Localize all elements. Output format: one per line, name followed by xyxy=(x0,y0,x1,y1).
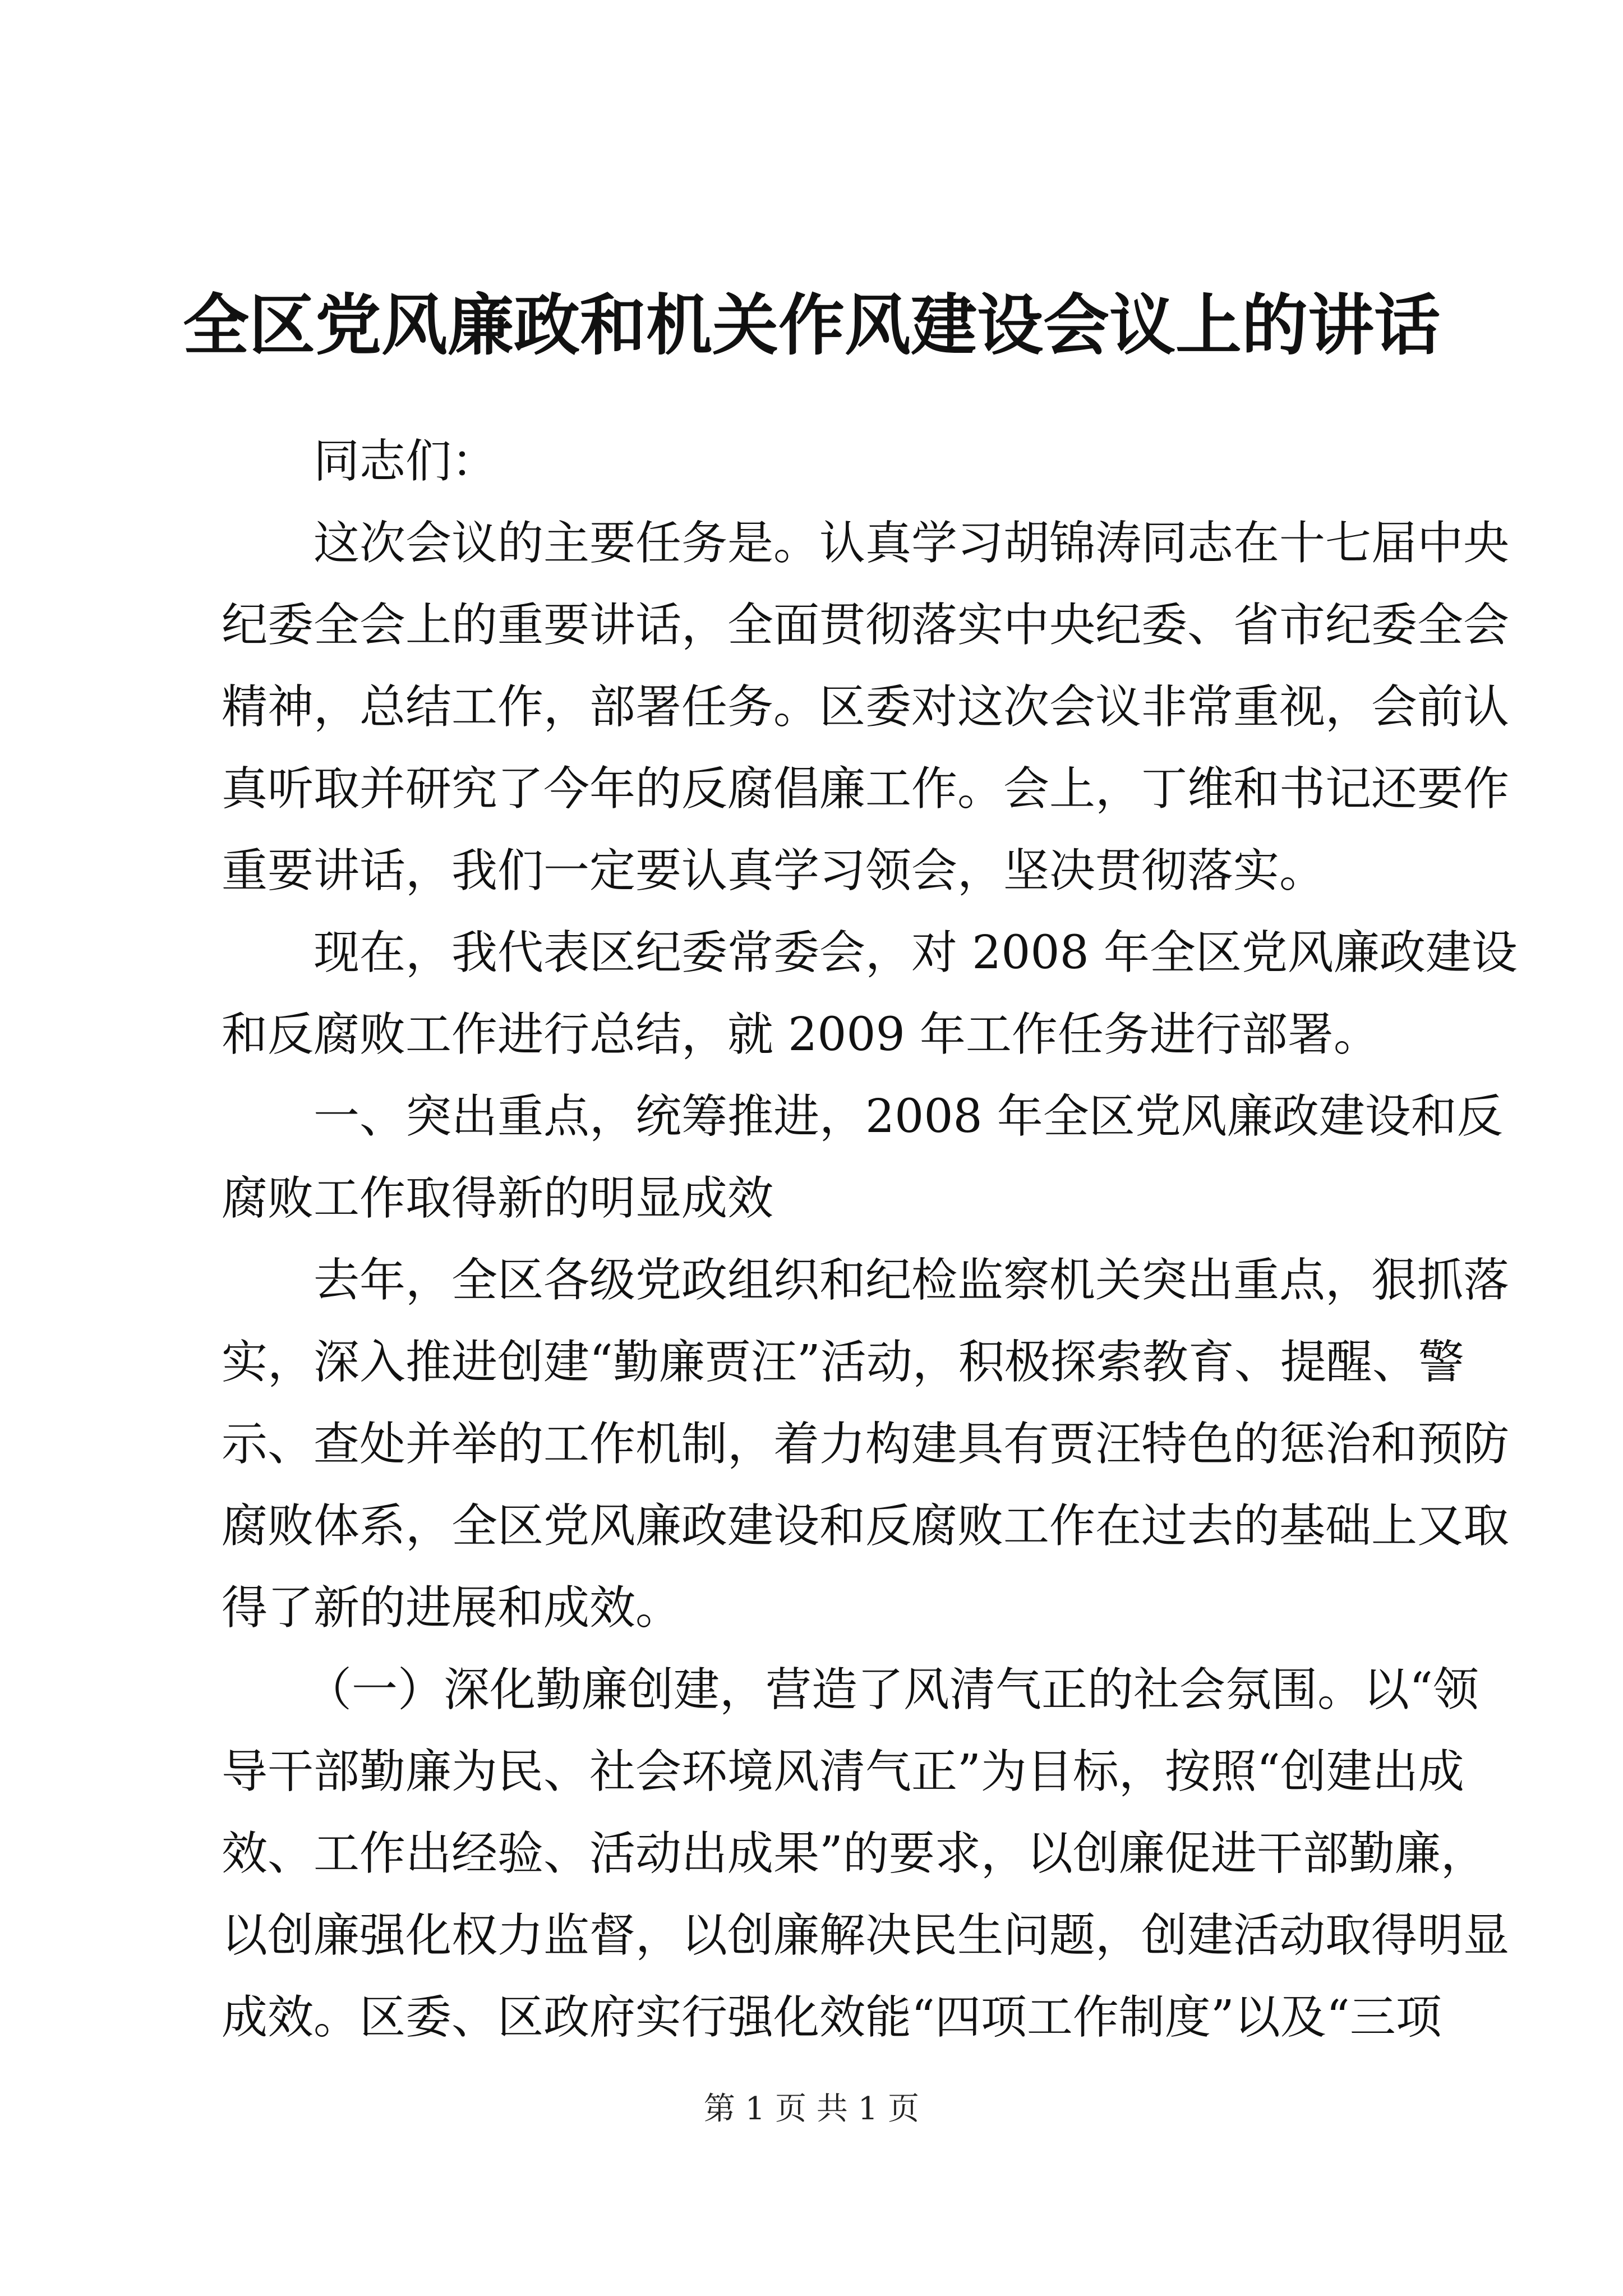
section-heading-line: 腐败工作取得新的明显成效 xyxy=(222,1172,774,1225)
paragraph-line: 导干部勤廉为民、社会环境风清气正”为目标，按照“创建出成 xyxy=(222,1745,1464,1798)
page-number-footer: 第 1 页 共 1 页 xyxy=(703,2091,920,2127)
paragraph-line: 实，深入推进创建“勤廉贾汪”活动，积极探索教育、提醒、警 xyxy=(222,1336,1464,1389)
paragraph-line: 纪委全会上的重要讲话，全面贯彻落实中央纪委、省市纪委全会 xyxy=(222,599,1510,652)
paragraph-line: 效、工作出经验、活动出成果”的要求，以创廉促进干部勤廉， xyxy=(222,1827,1487,1880)
paragraph-line: 去年，全区各级党政组织和纪检监察机关突出重点，狠抓落 xyxy=(313,1254,1510,1307)
document-title: 全区党风廉政和机关作风建设会议上的讲话 xyxy=(182,286,1440,364)
paragraph-line: 精神，总结工作，部署任务。区委对这次会议非常重视，会前认 xyxy=(222,680,1510,734)
paragraph-line: 真听取并研究了今年的反腐倡廉工作。会上，丁维和书记还要作 xyxy=(222,762,1510,816)
section-heading-line: 一、突出重点，统筹推进，2008 年全区党风廉政建设和反 xyxy=(313,1090,1503,1143)
paragraph-line: 得了新的进展和成效。 xyxy=(222,1581,682,1635)
paragraph-line: 腐败体系，全区党风廉政建设和反腐败工作在过去的基础上又取 xyxy=(222,1499,1510,1553)
paragraph-line: 示、查处并举的工作机制，着力构建具有贾汪特色的惩治和预防 xyxy=(222,1418,1510,1471)
paragraph-line: 成效。区委、区政府实行强化效能“四项工作制度”以及“三项 xyxy=(222,1991,1442,2044)
paragraph-line: 重要讲话，我们一定要认真学习领会，坚决贯彻落实。 xyxy=(222,844,1326,898)
document-body xyxy=(222,421,1518,2059)
salutation-line: 同志们： xyxy=(313,435,498,488)
paragraph-line: 以创廉强化权力监督，以创廉解决民生问题，创建活动取得明显 xyxy=(222,1909,1510,1962)
paragraph-line: 和反腐败工作进行总结，就 2009 年工作任务进行部署。 xyxy=(222,1008,1380,1061)
paragraph-line: 这次会议的主要任务是。认真学习胡锦涛同志在十七届中央 xyxy=(313,517,1510,570)
paragraph-line: 现在，我代表区纪委常委会，对 2008 年全区党风廉政建设 xyxy=(313,926,1518,979)
subsection-line: （一）深化勤廉创建，营造了风清气正的社会氛围。以“领 xyxy=(306,1663,1479,1717)
